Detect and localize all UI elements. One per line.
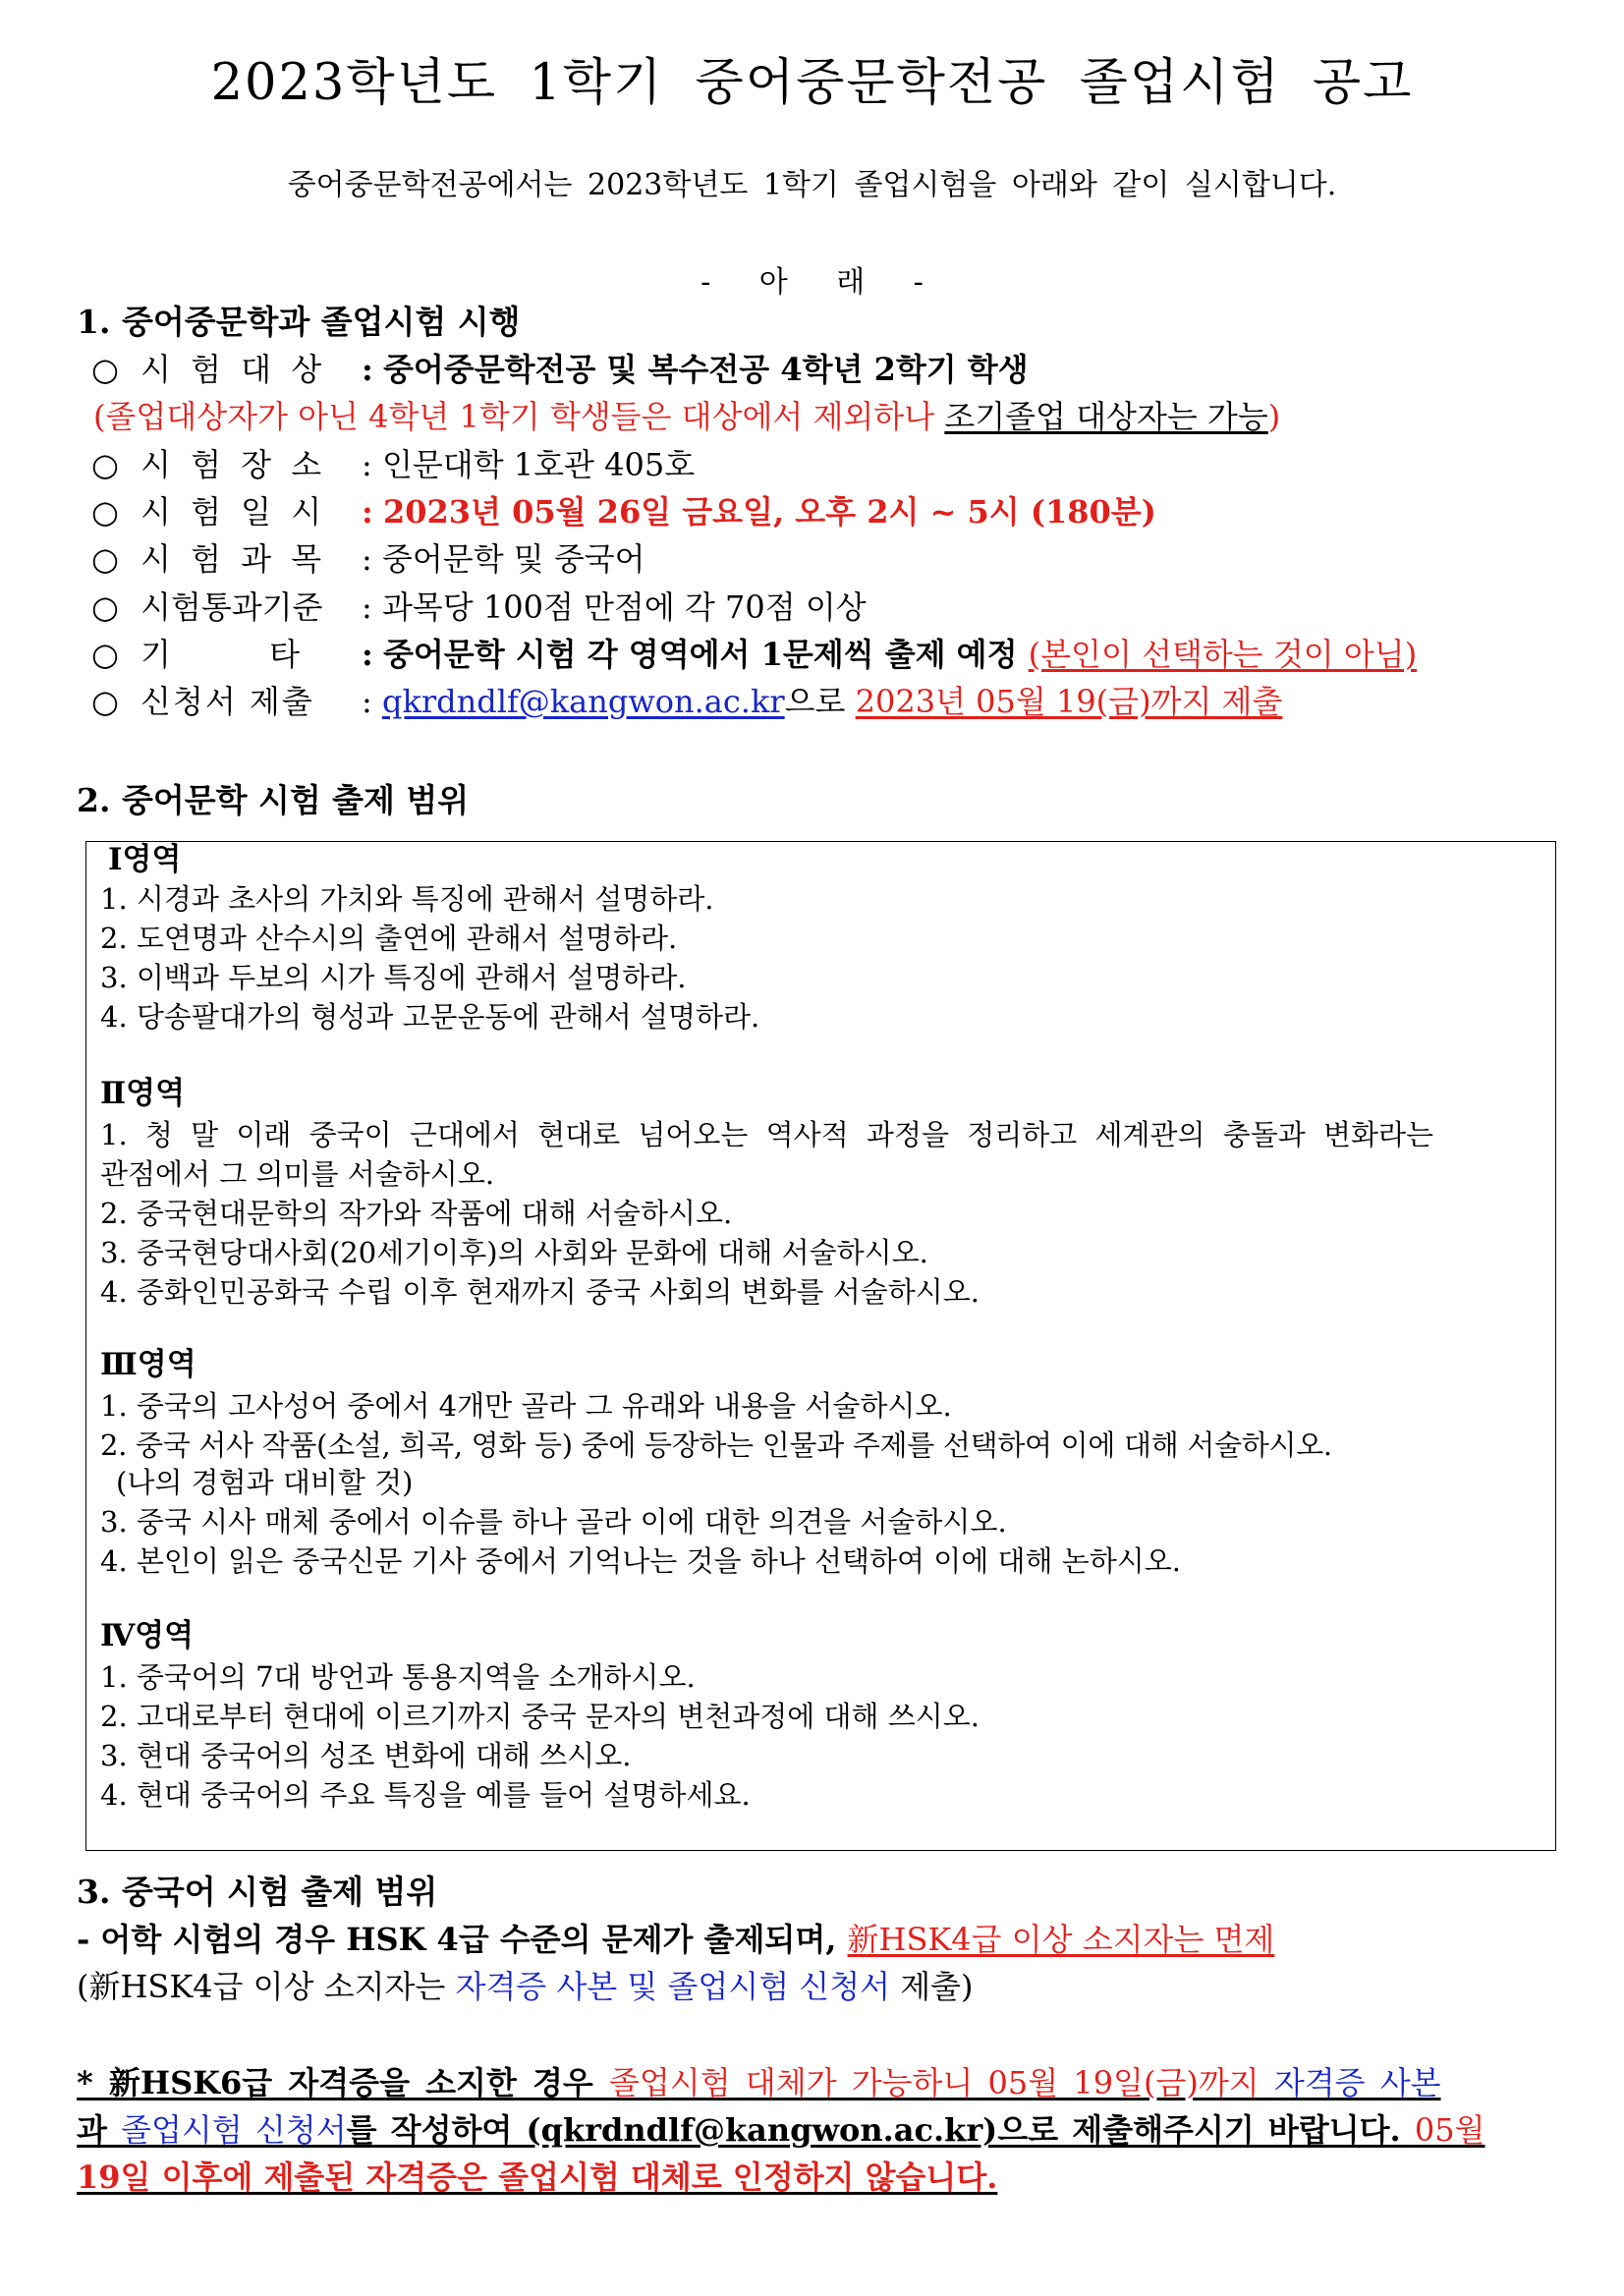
bullet-circle: ○ xyxy=(91,588,119,626)
section3-line1 xyxy=(77,1920,1274,1959)
section3-line1-text: - 어학 시험의 경우 HSK 4급 수준의 문제가 출제되며, xyxy=(77,1921,848,1958)
notice-copy-doc: 자격증 사본 xyxy=(1273,2064,1441,2101)
row-date xyxy=(91,492,1156,532)
target-label: 시 험 대 상 xyxy=(140,351,327,388)
area-item: 2. 도연명과 산수시의 출연에 관해서 설명하라. xyxy=(100,922,678,955)
colon: : xyxy=(362,493,373,531)
area-item: 1. 청 말 이래 중국이 근대에서 현대로 넘어오는 역사적 과정을 정리하고 세계관의 충돌과 변화라는 xyxy=(100,1118,1434,1151)
note-early-grad: 조기졸업 대상자는 가능 xyxy=(944,398,1268,435)
hsk4-documents: 자격증 사본 및 졸업시험 신청서 xyxy=(455,1968,891,2005)
notice-line2-red: 05월 xyxy=(1414,2111,1485,2149)
target-value: 중어중문학전공 및 복수전공 4학년 2학기 학생 xyxy=(382,351,1029,388)
area-item: 3. 중국현당대사회(20세기이후)의 사회와 문화에 대해 서술하시오. xyxy=(100,1236,928,1269)
section1-heading: 1. 중어중문학과 졸업시험 시행 xyxy=(77,303,521,341)
colon: : xyxy=(362,683,372,720)
area-item: 4. 당송팔대가의 형성과 고문운동에 관해서 설명하라. xyxy=(100,1000,760,1034)
area-item: 3. 이백과 두보의 시가 특징에 관해서 설명하라. xyxy=(100,961,687,994)
bullet-circle: ○ xyxy=(91,493,119,531)
notice-line2 xyxy=(77,2110,1484,2150)
etc-value: 중어문학 시험 각 영역에서 1문제씩 출제 예정 xyxy=(382,636,1029,673)
section3-heading: 3. 중국어 시험 출제 범위 xyxy=(77,1873,438,1911)
row-note xyxy=(93,397,1280,436)
colon: : xyxy=(362,351,373,388)
pass-value: 과목당 100점 만점에 각 70점 이상 xyxy=(381,588,867,626)
arae-divider: - 아 래 - xyxy=(700,265,924,300)
notice-app-form: 졸업시험 신청서 xyxy=(121,2111,347,2149)
area-item: 3. 중국 시사 매체 중에서 이슈를 하나 골라 이에 대한 의견을 서술하시오. xyxy=(100,1505,1007,1539)
hsk4-exemption: 新HSK4급 이상 소지자는 면제 xyxy=(847,1921,1275,1958)
notice-line2-a: 과 xyxy=(77,2111,122,2149)
section2-heading: 2. 중어문학 시험 출제 범위 xyxy=(77,781,470,819)
area-item: 관점에서 그 의미를 서술하시오. xyxy=(100,1157,495,1191)
apply-email-link[interactable]: qkrdndlf@kangwon.ac.kr xyxy=(381,683,785,720)
section3-line2-open: (新HSK4급 이상 소지자는 xyxy=(77,1968,456,2005)
etc-label: 기 타 xyxy=(140,636,300,673)
row-etc xyxy=(91,635,1417,674)
section3-line2-close: 제출) xyxy=(890,1968,974,2005)
date-value: 2023년 05월 26일 금요일, 오후 2시 ~ 5시 (180분) xyxy=(382,493,1156,531)
notice-line3 xyxy=(77,2157,997,2197)
exam-scope-box xyxy=(85,841,1556,1851)
area-item: 2. 고대로부터 현대에 이르기까지 중국 문자의 변천과정에 대해 쓰시오. xyxy=(100,1700,980,1733)
area-title: Ⅱ영역 xyxy=(100,1076,186,1111)
bullet-circle: ○ xyxy=(91,351,119,388)
colon: : xyxy=(362,446,372,483)
bullet-circle: ○ xyxy=(91,683,119,720)
apply-deadline: 2023년 05월 19(금)까지 제출 xyxy=(855,683,1283,720)
pass-label: 시험통과기준 xyxy=(140,588,323,626)
row-apply xyxy=(91,682,1282,721)
page-title: 2023학년도 1학기 중어중문학전공 졸업시험 공고 xyxy=(210,54,1414,112)
row-pass xyxy=(91,588,867,627)
bullet-circle: ○ xyxy=(91,446,119,483)
area-item: 4. 중화인민공화국 수립 이후 현재까지 중국 사회의 변화를 서술하시오. xyxy=(100,1275,980,1309)
area-title: Ⅲ영역 xyxy=(100,1347,196,1382)
area-item: 4. 현대 중국어의 주요 특징을 예를 들어 설명하세요. xyxy=(100,1778,751,1812)
area-item: 2. 중국현대문학의 작가와 작품에 대해 서술하시오. xyxy=(100,1197,733,1230)
row-place xyxy=(91,445,695,484)
area-item: (나의 경험과 대비할 것) xyxy=(116,1466,414,1499)
area-title: Ⅳ영역 xyxy=(100,1618,195,1653)
bullet-circle: ○ xyxy=(91,540,119,578)
etc-red-note: (본인이 선택하는 것이 아님) xyxy=(1028,636,1418,673)
area-item: 1. 중국의 고사성어 중에서 4개만 골라 그 유래와 내용을 서술하시오. xyxy=(100,1389,952,1423)
note-close: ) xyxy=(1267,398,1281,435)
place-label: 시 험 장 소 xyxy=(140,446,327,483)
section3-line2 xyxy=(77,1967,974,2006)
subject-label: 시 험 과 목 xyxy=(140,540,327,578)
area-item: 4. 본인이 읽은 중국신문 기사 중에서 기억나는 것을 하나 선택하여 이에 대해 논하시오. xyxy=(100,1544,1181,1578)
notice-line3-red: 19일 이후에 제출된 자격증은 졸업시험 대체로 인정하지 않습니다. xyxy=(77,2158,998,2196)
area-item: 2. 중국 서사 작품(소설, 희곡, 영화 등) 중에 등장하는 인물과 주제를 선택하여 이에 대해 서술하시오. xyxy=(100,1428,1332,1462)
notice-line1 xyxy=(77,2063,1441,2102)
notice-line1-red: 졸업시험 대체가 가능하니 05월 19일(금)까지 xyxy=(608,2064,1274,2101)
row-subject xyxy=(91,539,645,579)
notice-line2-b: 를 작성하여 (qkrdndlf@kangwon.ac.kr)으로 제출해주시기 바랍니다. xyxy=(346,2111,1415,2149)
colon: : xyxy=(362,636,373,673)
place-value: 인문대학 1호관 405호 xyxy=(381,446,696,483)
note-red: (졸업대상자가 아닌 4학년 1학기 학생들은 대상에서 제외하나 xyxy=(93,398,945,435)
row-target xyxy=(91,350,1029,389)
area-item: 3. 현대 중국어의 성조 변화에 대해 쓰시오. xyxy=(100,1739,632,1772)
notice-line1-text: * 新HSK6급 자격증을 소지한 경우 xyxy=(77,2064,609,2101)
date-label: 시 험 일 시 xyxy=(140,493,327,531)
colon: : xyxy=(362,588,372,626)
colon: : xyxy=(362,540,372,578)
intro-text: 중어중문학전공에서는 2023학년도 1학기 졸업시험을 아래와 같이 실시합니다. xyxy=(287,168,1337,202)
apply-label: 신청서 제출 xyxy=(140,683,314,720)
subject-value: 중어문학 및 중국어 xyxy=(381,540,645,578)
area-item: 1. 시경과 초사의 가치와 특징에 관해서 설명하라. xyxy=(100,882,714,916)
bullet-circle: ○ xyxy=(91,636,119,673)
area-title: Ⅰ영역 xyxy=(108,842,182,877)
area-item: 1. 중국어의 7대 방언과 통용지역을 소개하시오. xyxy=(100,1660,696,1694)
apply-mid: 으로 xyxy=(784,683,856,720)
